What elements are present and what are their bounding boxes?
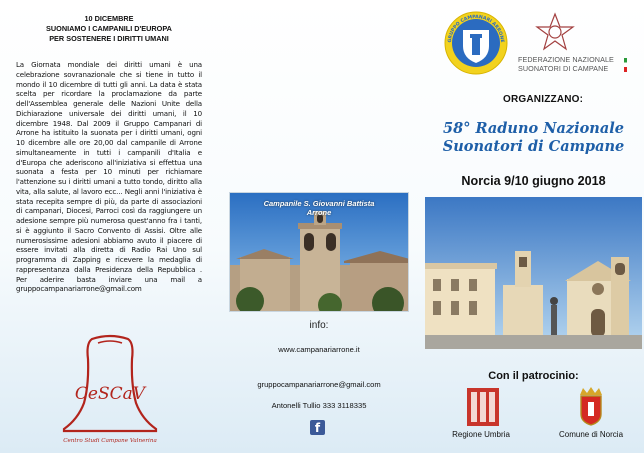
regione-umbria-emblem (467, 388, 499, 426)
patronage-label: Con il patrocinio: (488, 370, 579, 382)
cescav-letters: CeSCaV (74, 384, 146, 404)
patron-regione-umbria: Regione Umbria (452, 430, 510, 439)
email-link[interactable]: gruppocampanariarrone@gmail.com (257, 380, 381, 389)
photo-caption-line-1: Campanile S. Giovanni Battista (263, 199, 375, 208)
heading-line-2: SUONIAMO I CAMPANILI D'EUROPA (46, 24, 172, 33)
norcia-square-photo (425, 197, 642, 349)
gruppo-logo-text: GRUPPO CAMPANARI ARRONE (447, 14, 505, 43)
norcia-illustration (425, 197, 642, 349)
cescav-caption: Centro Studi Campane Valnerina (63, 438, 157, 444)
federation-emblem (535, 12, 575, 52)
italian-flag-stripe (624, 58, 627, 72)
patron-comune-norcia: Comune di Norcia (558, 430, 624, 439)
federation-name (518, 55, 628, 73)
arrone-bell-tower-photo (229, 192, 409, 312)
website-link[interactable]: www.campanariarrone.it (278, 345, 360, 354)
photo-caption (230, 199, 408, 217)
heading-line-1: 10 DICEMBRE (84, 14, 134, 23)
heading-line-3: PER SOSTENERE I DIRITTI UMANI (49, 34, 169, 43)
organizers-label: ORGANIZZANO: (503, 94, 584, 105)
right-panel (423, 0, 644, 453)
middle-panel (215, 0, 423, 453)
event-title-line-2: Suonatori di Campane (442, 138, 625, 155)
cescav-logo (52, 333, 168, 445)
federation-line-2: SUONATORI DI CAMPANE (518, 64, 609, 73)
event-date: Norcia 9/10 giugno 2018 (461, 174, 606, 188)
facebook-icon[interactable]: f (310, 420, 325, 435)
human-rights-text: La Giornata mondiale dei diritti umani è una celebrazione sovranazionale che si tiene in tutto il mondo il 10 dicembre di tutti gli anni. La data è stata scelta per ricordare la proclamazione da parte dell'Assemblea generale delle Nazioni Unite della Dichiarazione universale dei diritti umani, il 10 dicembre 1948. Dal 2009 il Gruppo Campanari di Arrone ha istituito la suonata per i diritti umani, ogni 10 dicembre alle ore 20,00 dal campanile di Arrone simultaneamente in tutti i campanili d'Italia e d'Europa che aderiscono all'iniziativa si effettua una suonata a festa per 10 minuti per richiamare l'attenzione su i diritti umani a tutto tondo, diritto alla vita, alla salute, al lavoro ecc... Negli anni l'iniziativa è stata recepita sempre di più, da parte di associazioni di campanari, Diocesi, Parroci così da raggiungere un adesione sempre più numerosa quest'anno fra i tanti, si è aggiunto il Sacro Convento di Assisi. Oltre alle numerosissime adesioni abbiamo avuto il piacere di essere invitati alla diretta di Radio Rai Uno sul programma di Zapping e ricevere la medaglia di rappresentanza dalla Presidenza della Repubblica . Per aderire basta inviare una mail a gruppocampanariarrone@gmail.com (16, 60, 202, 294)
photo-caption-line-2: Arrone (306, 208, 332, 217)
federation-line-1: FEDERAZIONE NAZIONALE (518, 55, 614, 64)
comune-norcia-emblem (577, 386, 605, 426)
contact-phone: Antonelli Tullio 333 3118335 (271, 401, 367, 410)
info-title: info: (309, 320, 329, 331)
gruppo-campanari-logo (443, 10, 509, 76)
left-panel (0, 0, 215, 453)
left-heading (18, 14, 200, 44)
event-title-line-1: 58° Raduno Nazionale (443, 120, 624, 137)
event-title (423, 120, 644, 156)
